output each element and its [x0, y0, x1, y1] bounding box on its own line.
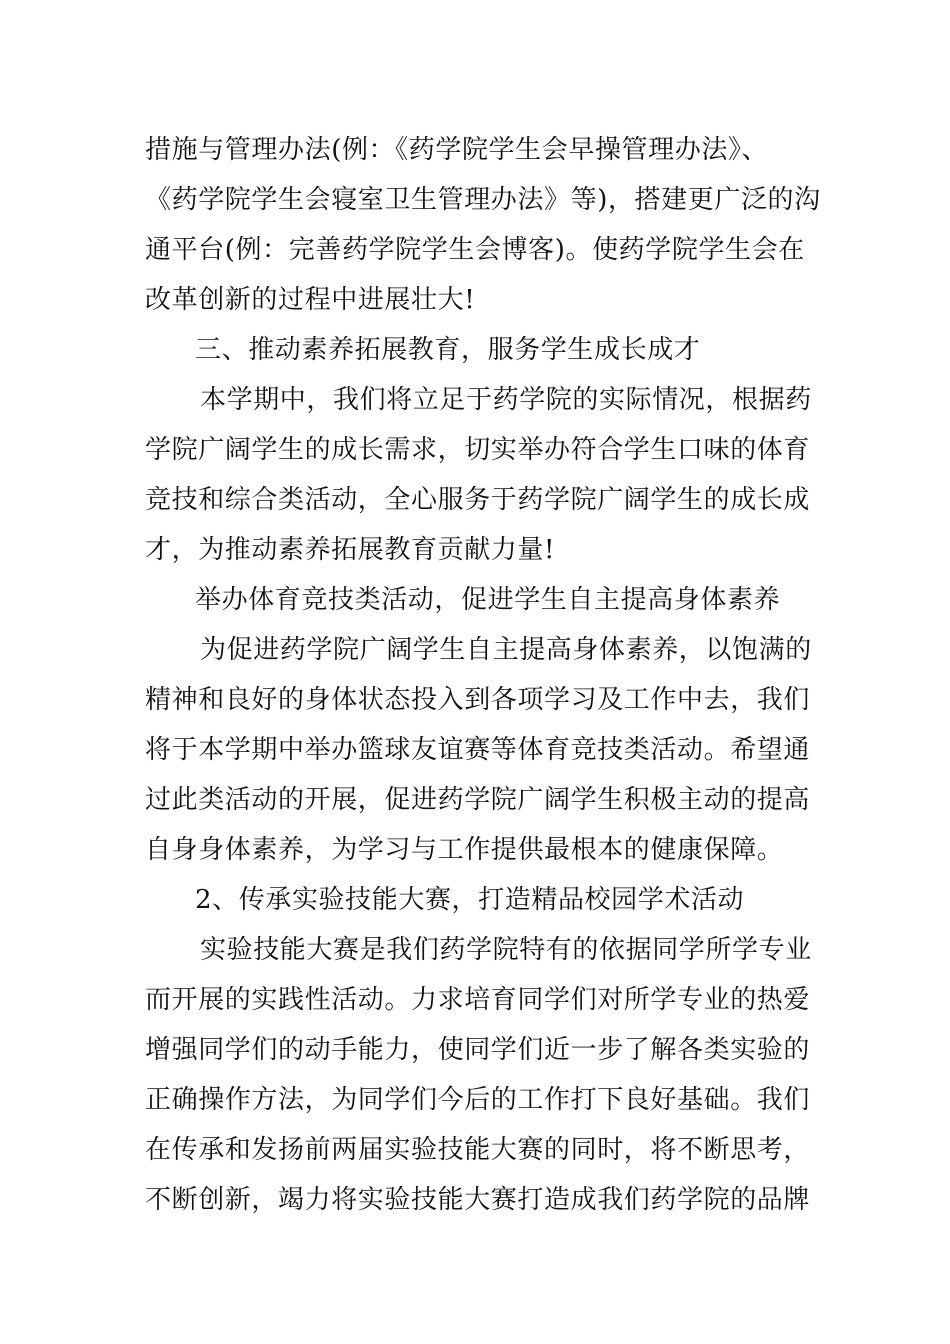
text-line: 本学期中，我们将立足于药学院的实际情况，根据药 [200, 385, 812, 415]
text-line: 竞技和综合类活动，全心服务于药学院广阔学生的成长成 [145, 485, 811, 515]
text-line: 不断创新，竭力将实验技能大赛打造成我们药学院的品牌 [145, 1185, 811, 1215]
text-line: 学院广阔学生的成长需求，切实举办符合学生口味的体育 [145, 435, 811, 465]
text-line: 《药学院学生会寝室卫生管理办法》等)，搭建更广泛的沟 [145, 185, 821, 215]
text-line: 将于本学期中举办篮球友谊赛等体育竞技类活动。希望通 [145, 735, 811, 765]
text-line: 精神和良好的身体状态投入到各项学习及工作中去，我们 [145, 685, 811, 715]
text-line: 改革创新的过程中进展壮大! [145, 285, 476, 315]
text-line: 通平台(例：完善药学院学生会博客)。使药学院学生会在 [145, 235, 805, 265]
text-line: 实验技能大赛是我们药学院特有的依据同学所学专业 [200, 935, 812, 965]
subsection-heading: 举办体育竞技类活动，促进学生自主提高身体素养 [195, 585, 781, 615]
text-line: 过此类活动的开展，促进药学院广阔学生积极主动的提高 [145, 785, 811, 815]
text-line: 正确操作方法，为同学们今后的工作打下良好基础。我们 [145, 1085, 811, 1115]
text-line: 措施与管理办法(例：《药学院学生会早操管理办法》、 [145, 135, 769, 165]
text-line: 自身身体素养，为学习与工作提供最根本的健康保障。 [145, 835, 784, 865]
text-line: 而开展的实践性活动。力求培育同学们对所学专业的热爱 [145, 985, 811, 1015]
text-line: 在传承和发扬前两届实验技能大赛的同时，将不断思考， [145, 1135, 811, 1165]
text-line: 为促进药学院广阔学生自主提高身体素养，以饱满的 [200, 635, 812, 665]
subsection-heading: 2、传承实验技能大赛，打造精品校园学术活动 [195, 885, 745, 915]
text-line: 增强同学们的动手能力，使同学们近一步了解各类实验的 [145, 1035, 811, 1065]
text-line: 才，为推动素养拓展教育贡献力量! [145, 535, 556, 565]
section-heading: 三、推动素养拓展教育，服务学生成长成才 [195, 335, 701, 365]
